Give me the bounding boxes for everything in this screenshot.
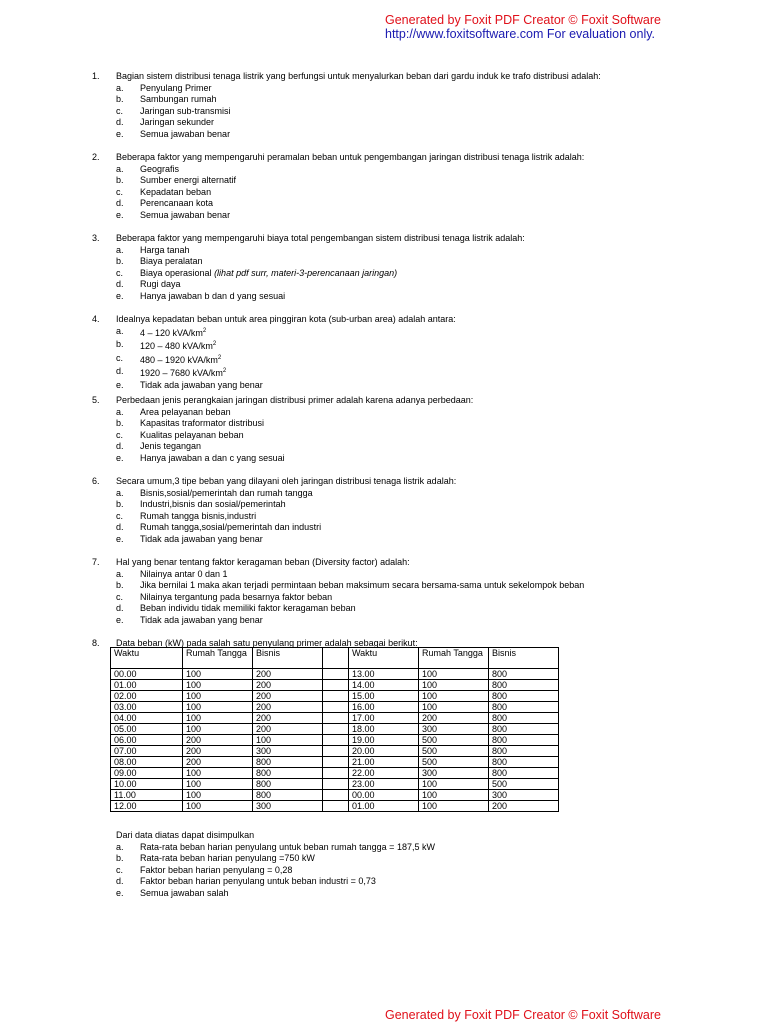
question-7 — [92, 557, 692, 627]
table-cell: 07.00 — [111, 746, 183, 757]
table-header-cell: Rumah Tangga — [419, 648, 489, 669]
table-cell: 100 — [183, 691, 253, 702]
option-c: c. Kualitas pelayanan beban — [116, 429, 244, 440]
table-cell — [323, 735, 349, 746]
option-b: b. Biaya peralatan — [116, 256, 203, 267]
table-cell: 800 — [489, 680, 559, 691]
table-cell: 200 — [253, 669, 323, 680]
table-cell: 13.00 — [349, 669, 419, 680]
load-data-table — [110, 647, 559, 812]
table-cell: 100 — [183, 669, 253, 680]
table-cell: 15.00 — [349, 691, 419, 702]
option-d: d. Beban individu tidak memiliki faktor keragaman beban — [116, 603, 356, 614]
option-c: c. Nilainya tergantung pada besarnya faktor beban — [116, 591, 333, 602]
conclusion-option-c: c. Faktor beban harian penyulang = 0,28 — [116, 864, 293, 875]
table-cell: 800 — [489, 713, 559, 724]
table-cell: 100 — [183, 768, 253, 779]
question-number: 1. — [92, 71, 100, 81]
table-cell: 01.00 — [111, 680, 183, 691]
table-cell: 100 — [419, 779, 489, 790]
table-cell — [323, 680, 349, 691]
option-e: e. Semua jawaban benar — [116, 128, 231, 139]
option-d: d. Jaringan sekunder — [116, 117, 215, 128]
question-text: Beberapa faktor yang mempengaruhi peramalan beban untuk pengembangan jaringan distribusi tenaga listrik adalah: — [116, 152, 585, 162]
question-text: Perbedaan jenis perangkaian jaringan distribusi primer adalah karena adanya perbedaan: — [116, 395, 474, 405]
table-cell: 22.00 — [349, 768, 419, 779]
table-cell: 800 — [489, 691, 559, 702]
table-row — [111, 746, 559, 757]
table-cell: 200 — [253, 691, 323, 702]
table-cell: 800 — [253, 790, 323, 801]
table-header-cell: Waktu — [349, 648, 419, 669]
table-cell: 500 — [419, 746, 489, 757]
table-cell: 200 — [253, 724, 323, 735]
option-e: e. Tidak ada jawaban yang benar — [116, 614, 263, 625]
table-cell — [323, 757, 349, 768]
question-number: 6. — [92, 476, 100, 486]
table-cell: 100 — [183, 724, 253, 735]
table-cell: 100 — [183, 801, 253, 812]
table-row — [111, 801, 559, 812]
table-cell: 04.00 — [111, 713, 183, 724]
option-e: e. Tidak ada jawaban yang benar — [116, 379, 263, 390]
option-d: d. 1920 – 7680 kVA/$km^2$ — [116, 366, 227, 379]
table-cell: 800 — [253, 757, 323, 768]
table-header-cell: Bisnis — [489, 648, 559, 669]
table-row — [111, 779, 559, 790]
option-e: e. Semua jawaban benar — [116, 209, 231, 220]
table-cell: 300 — [489, 790, 559, 801]
question-6 — [92, 476, 692, 546]
conclusion-option-d: d. Faktor beban harian penyulang untuk beban industri = 0,73 — [116, 876, 376, 887]
option-d: d. Jenis tegangan — [116, 441, 202, 452]
option-b: b. Sambungan rumah — [116, 94, 217, 105]
question-number: 3. — [92, 233, 100, 243]
table-row — [111, 702, 559, 713]
table-cell: 200 — [183, 735, 253, 746]
question-2 — [92, 152, 692, 222]
table-cell: 23.00 — [349, 779, 419, 790]
table-cell: 100 — [419, 790, 489, 801]
table-cell: 11.00 — [111, 790, 183, 801]
question-number: 8. — [92, 638, 100, 648]
table-cell: 100 — [183, 713, 253, 724]
table-cell: 800 — [489, 669, 559, 680]
conclusion-option-e: e. Semua jawaban salah — [116, 887, 229, 898]
option-c: c. Jaringan sub-transmisi — [116, 105, 231, 116]
table-cell: 00.00 — [349, 790, 419, 801]
option-a: a. Geografis — [116, 163, 180, 174]
question-number: 7. — [92, 557, 100, 567]
table-cell: 100 — [253, 735, 323, 746]
table-cell: 100 — [419, 801, 489, 812]
option-a: a. Area pelayanan beban — [116, 406, 231, 417]
table-row — [111, 790, 559, 801]
table-cell: 09.00 — [111, 768, 183, 779]
table-row — [111, 724, 559, 735]
question-4 — [92, 314, 692, 392]
table-header-row — [111, 648, 559, 669]
option-c: c. Biaya operasional (lihat pdf surr, materi-3-perencanaan jaringan) — [116, 267, 398, 278]
table-cell: 800 — [489, 768, 559, 779]
table-row — [111, 768, 559, 779]
table-cell: 20.00 — [349, 746, 419, 757]
table-cell: 08.00 — [111, 757, 183, 768]
table-cell: 100 — [183, 790, 253, 801]
table-cell: 300 — [419, 724, 489, 735]
question-text: Data beban (kW) pada salah satu penyulang primer adalah sebagai berikut: — [116, 638, 418, 648]
table-row — [111, 713, 559, 724]
table-cell: 800 — [489, 746, 559, 757]
table-cell: 100 — [183, 702, 253, 713]
table-cell: 100 — [183, 779, 253, 790]
table-cell — [323, 790, 349, 801]
table-cell: 200 — [489, 801, 559, 812]
table-cell — [323, 702, 349, 713]
table-cell: 200 — [183, 757, 253, 768]
table-cell: 500 — [419, 735, 489, 746]
option-d: d. Rugi daya — [116, 279, 181, 290]
table-cell: 800 — [489, 724, 559, 735]
option-e: e. Tidak ada jawaban yang benar — [116, 533, 263, 544]
table-header-cell: Bisnis — [253, 648, 323, 669]
table-cell — [323, 713, 349, 724]
question-5 — [92, 395, 692, 465]
table-cell: 100 — [419, 702, 489, 713]
conclusion-intro: Dari data diatas dapat disimpulkan — [116, 830, 255, 840]
table-cell: 300 — [419, 768, 489, 779]
table-cell: 200 — [253, 680, 323, 691]
question-3 — [92, 233, 692, 303]
question-text: Hal yang benar tentang faktor keragaman beban (Diversity factor) adalah: — [116, 557, 410, 567]
table-header-cell: Rumah Tangga — [183, 648, 253, 669]
table-cell — [323, 779, 349, 790]
table-cell: 100 — [419, 680, 489, 691]
table-cell: 100 — [183, 680, 253, 691]
table-cell: 01.00 — [349, 801, 419, 812]
question-number: 4. — [92, 314, 100, 324]
watermark-bottom: Generated by Foxit PDF Creator © Foxit Software — [385, 1008, 661, 1022]
question-1 — [92, 71, 692, 141]
option-d: d. Rumah tangga,sosial/pemerintah dan industri — [116, 522, 322, 533]
table-cell: 02.00 — [111, 691, 183, 702]
table-cell — [323, 691, 349, 702]
conclusion-option-b: b. Rata-rata beban harian penyulang =750 kW — [116, 853, 315, 864]
table-cell: 100 — [419, 669, 489, 680]
table-cell — [323, 746, 349, 757]
option-b: b. Jika bernilai 1 maka akan terjadi permintaan beban maksimum secara bersama-sama untuk sekelompok beban — [116, 580, 585, 591]
table-cell: 12.00 — [111, 801, 183, 812]
table-row — [111, 680, 559, 691]
option-c: c. 480 – 1920 kVA/$km^2$ — [116, 352, 222, 365]
table-header-cell: Waktu — [111, 648, 183, 669]
table-cell: 05.00 — [111, 724, 183, 735]
conclusion-option-a: a. Rata-rata beban harian penyulang untuk beban rumah tangga = 187,5 kW — [116, 841, 435, 852]
table-cell: 21.00 — [349, 757, 419, 768]
option-a: a. Bisnis,sosial/pemerintah dan rumah tangga — [116, 487, 313, 498]
table-cell: 800 — [489, 757, 559, 768]
table-cell: 19.00 — [349, 735, 419, 746]
table-cell: 800 — [253, 768, 323, 779]
option-b: b. Industri,bisnis dan sosial/pemerintah — [116, 499, 286, 510]
table-cell: 200 — [253, 702, 323, 713]
option-d: d. Perencanaan kota — [116, 198, 214, 209]
table-cell — [323, 768, 349, 779]
option-a: a. Penyulang Primer — [116, 82, 212, 93]
option-e: e. Hanya jawaban b dan d yang sesuai — [116, 290, 286, 301]
table-cell: 17.00 — [349, 713, 419, 724]
table-cell: 200 — [253, 713, 323, 724]
table-cell — [323, 724, 349, 735]
table-cell: 500 — [419, 757, 489, 768]
option-a: a. Nilainya antar 0 dan 1 — [116, 568, 228, 579]
question-text: Idealnya kepadatan beban untuk area pinggiran kota (sub-urban area) adalah antara: — [116, 314, 456, 324]
table-cell: 800 — [489, 702, 559, 713]
table-row — [111, 669, 559, 680]
option-e: e. Hanya jawaban a dan c yang sesuai — [116, 452, 285, 463]
table-cell: 300 — [253, 746, 323, 757]
option-b: b. Sumber energi alternatif — [116, 175, 237, 186]
table-cell: 500 — [489, 779, 559, 790]
table-cell: 10.00 — [111, 779, 183, 790]
table-cell: 00.00 — [111, 669, 183, 680]
table-cell: 06.00 — [111, 735, 183, 746]
option-c: c. Rumah tangga bisnis,industri — [116, 510, 257, 521]
question-text: Bagian sistem distribusi tenaga listrik yang berfungsi untuk menyalurkan beban dari gardu induk ke trafo distribusi adalah: — [116, 71, 601, 81]
table-cell: 18.00 — [349, 724, 419, 735]
table-cell: 03.00 — [111, 702, 183, 713]
option-a: a. 4 – 120 kVA/$km^2$ — [116, 325, 207, 338]
table-row — [111, 735, 559, 746]
table-cell: 100 — [419, 691, 489, 702]
table-row — [111, 691, 559, 702]
table-cell: 200 — [183, 746, 253, 757]
table-cell: 300 — [253, 801, 323, 812]
conclusion-block — [116, 830, 676, 900]
question-text: Secara umum,3 tipe beban yang dilayani oleh jaringan distribusi tenaga listrik adalah: — [116, 476, 457, 486]
table-cell: 16.00 — [349, 702, 419, 713]
question-number: 2. — [92, 152, 100, 162]
table-cell — [323, 669, 349, 680]
question-number: 5. — [92, 395, 100, 405]
watermark-title: Generated by Foxit PDF Creator © Foxit Software — [385, 13, 661, 27]
question-text: Beberapa faktor yang mempengaruhi biaya total pengembangan sistem distribusi tenaga listrik adalah: — [116, 233, 525, 243]
option-c: c. Kepadatan beban — [116, 186, 212, 197]
table-header-cell — [323, 648, 349, 669]
table-cell — [323, 801, 349, 812]
option-b: b. Kapasitas traformator distribusi — [116, 418, 265, 429]
table-cell: 800 — [489, 735, 559, 746]
table-cell: 14.00 — [349, 680, 419, 691]
table-cell: 800 — [253, 779, 323, 790]
table-cell: 200 — [419, 713, 489, 724]
option-a: a. Harga tanah — [116, 244, 190, 255]
watermark-url: http://www.foxitsoftware.com For evaluation only. — [385, 27, 656, 41]
option-b: b. 120 – 480 kVA/$km^2$ — [116, 339, 217, 352]
table-row — [111, 757, 559, 768]
